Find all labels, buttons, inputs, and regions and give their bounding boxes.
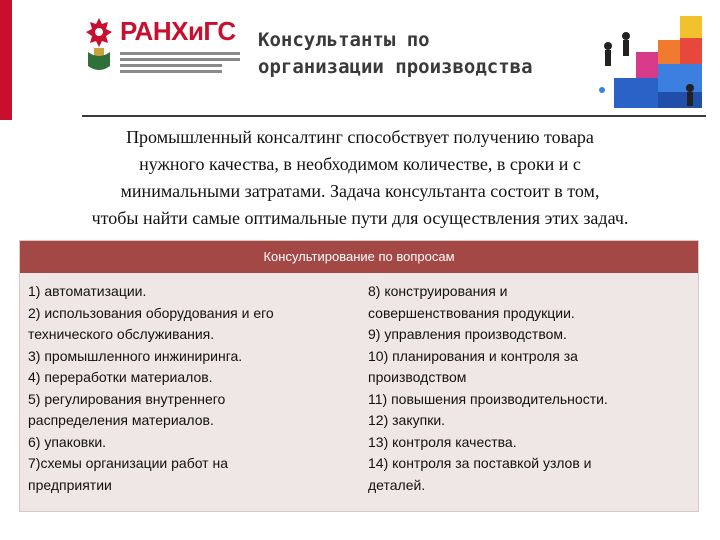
topic-line: 8) конструирования и (368, 283, 508, 299)
topic-line: 3) промышленного инжиниринга. (28, 347, 243, 364)
header-divider (82, 115, 706, 117)
topic-line: 6) упаковки. (28, 433, 107, 450)
red-accent-strip (0, 0, 12, 120)
ranepa-logo (84, 16, 244, 78)
topic-line: 4) переработки материалов. (28, 369, 213, 385)
topics-left-column (28, 281, 358, 496)
topic-line: совершенствования продукции. (368, 304, 575, 321)
topic-line: технического обслуживания. (28, 326, 215, 342)
intro-line: Промышленный консалтинг способствует получению товара (126, 127, 594, 147)
logo-caption-lines (120, 52, 240, 76)
box-header: Консультирование по вопросам (20, 241, 698, 273)
slide-title (258, 27, 533, 81)
topics-right-column (368, 281, 688, 496)
topic-line: 14) контроля за поставкой узлов и (368, 455, 592, 471)
logo-name: РАНХиГС (120, 16, 236, 46)
topic-line: 2) использования оборудования и его (28, 304, 274, 321)
topic-line: 10) планирования и контроля за (368, 347, 578, 364)
title-line-2: организации производства (258, 56, 533, 78)
title-line-1: Консультанты по (258, 29, 430, 51)
topic-line: 5) регулирования внутреннего (28, 390, 226, 407)
topic-line: производством (368, 369, 467, 385)
intro-paragraph (0, 124, 720, 232)
topic-line: распределения материалов. (28, 412, 214, 428)
intro-line: минимальными затратами. Задача консультанта состоит в том, (120, 181, 600, 201)
topic-line: 13) контроля качества. (368, 433, 517, 450)
intro-line: нужного качества, в необходимом количестве, в сроки и с (139, 154, 581, 174)
ranepa-crest-icon (84, 16, 114, 74)
intro-line: чтобы найти самые оптимальные пути для осуществления этих задач. (91, 208, 629, 228)
consulting-topics-box (19, 240, 699, 512)
topic-line: 11) повышения производительности. (368, 390, 608, 407)
topic-line: деталей. (368, 476, 426, 493)
topic-line: 7)схемы организации работ на (28, 455, 229, 471)
topic-line: предприятии (28, 476, 112, 493)
topic-line: 12) закупки. (368, 412, 446, 428)
topic-line: 1) автоматизации. (28, 283, 147, 299)
topic-line: 9) управления производством. (368, 326, 567, 342)
business-people-blocks-illustration (596, 6, 712, 118)
